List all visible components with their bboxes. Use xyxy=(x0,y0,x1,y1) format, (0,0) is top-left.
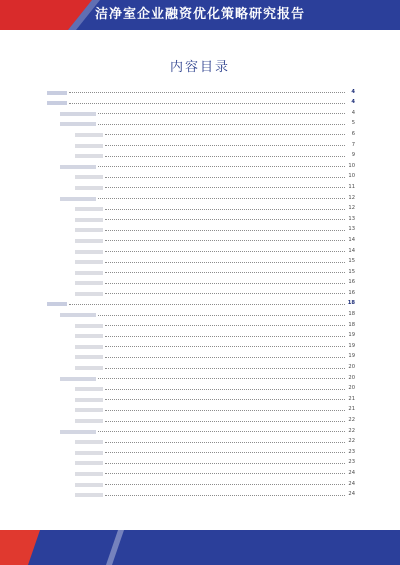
toc-entry-title xyxy=(60,197,96,201)
toc-entry[interactable] xyxy=(47,264,355,275)
toc-page-number: 18 xyxy=(347,300,355,307)
toc-page-number: 14 xyxy=(348,236,355,243)
toc-entry-title xyxy=(75,175,103,179)
toc-page-number: 18 xyxy=(348,321,355,328)
toc-entry[interactable] xyxy=(47,222,355,233)
toc-entry-title xyxy=(47,302,67,306)
toc-page-number: 22 xyxy=(348,427,355,434)
toc-entry[interactable] xyxy=(47,338,355,349)
toc-page-number: 23 xyxy=(348,459,355,466)
toc-leader-dots xyxy=(105,473,345,474)
toc-page-number: 24 xyxy=(348,480,355,487)
toc-page-number: 21 xyxy=(348,395,355,402)
toc-entry-title xyxy=(75,483,103,487)
toc-heading: 内容目录 xyxy=(169,60,230,75)
toc-page-number: 10 xyxy=(348,162,355,169)
toc-leader-dots xyxy=(98,431,345,432)
footer-banner-graphic xyxy=(0,530,400,565)
toc-entry-title xyxy=(75,366,103,370)
toc-page-number: 24 xyxy=(348,491,355,498)
toc-entry[interactable] xyxy=(47,465,355,476)
toc-page-number: 4 xyxy=(351,99,355,106)
toc-leader-dots xyxy=(69,304,345,305)
toc-entry[interactable] xyxy=(47,306,355,317)
toc-entry-title xyxy=(75,451,103,455)
toc-entry-title xyxy=(75,334,103,338)
toc-leader-dots xyxy=(105,495,345,496)
toc-entry[interactable] xyxy=(47,317,355,328)
toc-entry[interactable] xyxy=(47,391,355,402)
toc-leader-dots xyxy=(105,357,345,358)
toc-entry[interactable] xyxy=(47,349,355,360)
toc-entry[interactable] xyxy=(47,285,355,296)
toc-entry-title xyxy=(75,324,103,328)
toc-leader-dots xyxy=(105,134,345,135)
toc-entry-title xyxy=(75,387,103,391)
toc-entry-title xyxy=(47,91,67,95)
toc-leader-dots xyxy=(105,421,345,422)
toc-entry[interactable] xyxy=(47,232,355,243)
toc-page-number: 9 xyxy=(351,152,355,159)
toc-entry-title xyxy=(60,165,96,169)
toc-entry-title xyxy=(75,355,103,359)
header-banner xyxy=(0,0,400,30)
toc-leader-dots xyxy=(105,484,345,485)
toc-entry-title xyxy=(75,133,103,137)
toc-entry[interactable] xyxy=(47,423,355,434)
footer-banner xyxy=(0,530,400,565)
toc-entry[interactable] xyxy=(47,402,355,413)
report-title: 洁净室企业融资优化策略研究报告 xyxy=(94,7,305,22)
toc-entry[interactable] xyxy=(47,179,355,190)
table-of-contents xyxy=(47,84,355,497)
toc-entry-title xyxy=(75,292,103,296)
toc-leader-dots xyxy=(105,389,345,390)
toc-leader-dots xyxy=(98,378,345,379)
toc-entry-title xyxy=(75,419,103,423)
toc-entry-title xyxy=(75,408,103,412)
toc-entry[interactable] xyxy=(47,190,355,201)
toc-page-number: 4 xyxy=(351,109,355,116)
toc-leader-dots xyxy=(98,124,345,125)
toc-page-number: 12 xyxy=(348,205,355,212)
toc-entry-title xyxy=(47,101,67,105)
toc-entry-title xyxy=(75,472,103,476)
toc-entry[interactable] xyxy=(47,126,355,137)
toc-leader-dots xyxy=(69,103,345,104)
toc-leader-dots xyxy=(105,240,345,241)
toc-entry[interactable] xyxy=(47,476,355,487)
toc-entry-title xyxy=(60,430,96,434)
toc-page-number: 10 xyxy=(348,173,355,180)
toc-entry-title xyxy=(75,260,103,264)
toc-entry[interactable] xyxy=(47,211,355,222)
toc-entry[interactable] xyxy=(47,243,355,254)
toc-leader-dots xyxy=(69,92,345,93)
toc-leader-dots xyxy=(105,325,345,326)
toc-entry-title xyxy=(75,281,103,285)
toc-leader-dots xyxy=(105,209,345,210)
toc-leader-dots xyxy=(105,187,345,188)
toc-page-number: 16 xyxy=(348,279,355,286)
toc-page-number: 13 xyxy=(348,226,355,233)
toc-leader-dots xyxy=(98,113,345,114)
toc-page-number: 24 xyxy=(348,469,355,476)
toc-entry-title xyxy=(75,271,103,275)
toc-leader-dots xyxy=(105,145,345,146)
toc-entry-title xyxy=(60,313,96,317)
toc-entry[interactable] xyxy=(47,201,355,212)
toc-entry[interactable] xyxy=(47,444,355,455)
toc-entry[interactable] xyxy=(47,328,355,339)
toc-entry-title xyxy=(75,250,103,254)
toc-entry[interactable] xyxy=(47,158,355,169)
toc-page-number: 5 xyxy=(351,120,355,127)
toc-entry-title xyxy=(75,440,103,444)
toc-page-number: 20 xyxy=(348,364,355,371)
toc-leader-dots xyxy=(105,219,345,220)
toc-page-number: 11 xyxy=(348,183,355,190)
toc-entry[interactable] xyxy=(47,254,355,265)
toc-entry[interactable] xyxy=(47,116,355,127)
toc-leader-dots xyxy=(105,463,345,464)
toc-entry-title xyxy=(60,122,96,126)
toc-leader-dots xyxy=(105,346,345,347)
toc-entry[interactable] xyxy=(47,105,355,116)
toc-entry[interactable] xyxy=(47,296,355,307)
toc-leader-dots xyxy=(105,368,345,369)
toc-entry[interactable] xyxy=(47,95,355,106)
toc-entry[interactable] xyxy=(47,84,355,95)
toc-entry[interactable] xyxy=(47,412,355,423)
toc-entry[interactable] xyxy=(47,455,355,466)
toc-entry[interactable] xyxy=(47,275,355,286)
toc-page-number: 4 xyxy=(351,88,355,95)
toc-page-number: 7 xyxy=(351,141,355,148)
toc-entry-title xyxy=(75,186,103,190)
toc-leader-dots xyxy=(105,283,345,284)
toc-page-number: 15 xyxy=(348,258,355,265)
toc-leader-dots xyxy=(105,156,345,157)
toc-leader-dots xyxy=(105,399,345,400)
toc-page-number: 19 xyxy=(348,342,355,349)
toc-leader-dots xyxy=(98,198,345,199)
toc-entry[interactable] xyxy=(47,370,355,381)
toc-entry-title xyxy=(75,345,103,349)
toc-page-number: 15 xyxy=(348,268,355,275)
toc-entry-title xyxy=(60,112,96,116)
toc-leader-dots xyxy=(105,336,345,337)
toc-entry-title xyxy=(75,493,103,497)
toc-page-number: 13 xyxy=(348,215,355,222)
toc-leader-dots xyxy=(98,315,345,316)
toc-page-number: 22 xyxy=(348,438,355,445)
toc-entry-title xyxy=(75,398,103,402)
toc-entry[interactable] xyxy=(47,169,355,180)
toc-leader-dots xyxy=(105,251,345,252)
toc-page-number: 14 xyxy=(348,247,355,254)
toc-leader-dots xyxy=(105,452,345,453)
toc-page-number: 21 xyxy=(348,406,355,413)
toc-entry-title xyxy=(75,239,103,243)
toc-entry-title xyxy=(75,154,103,158)
toc-page-number: 23 xyxy=(348,448,355,455)
toc-leader-dots xyxy=(105,230,345,231)
toc-page-number: 22 xyxy=(348,417,355,423)
toc-page-number: 16 xyxy=(348,289,355,296)
toc-entry[interactable] xyxy=(47,381,355,392)
toc-page-number: 20 xyxy=(348,385,355,392)
toc-leader-dots xyxy=(105,177,345,178)
toc-entry-title xyxy=(75,461,103,465)
toc-leader-dots xyxy=(105,410,345,411)
toc-leader-dots xyxy=(105,293,345,294)
toc-entry[interactable] xyxy=(47,487,355,498)
toc-page-number: 19 xyxy=(348,332,355,339)
toc-entry-title xyxy=(75,218,103,222)
toc-page-number: 19 xyxy=(348,353,355,360)
toc-leader-dots xyxy=(105,442,345,443)
toc-entry[interactable] xyxy=(47,137,355,148)
toc-entry[interactable] xyxy=(47,359,355,370)
toc-leader-dots xyxy=(105,272,345,273)
toc-page-number: 12 xyxy=(348,194,355,201)
toc-entry-title xyxy=(75,207,103,211)
toc-leader-dots xyxy=(105,262,345,263)
toc-page-number: 20 xyxy=(348,374,355,381)
toc-entry-title xyxy=(75,228,103,232)
toc-entry-title xyxy=(75,144,103,148)
toc-leader-dots xyxy=(98,166,345,167)
toc-entry-title xyxy=(60,377,96,381)
toc-entry[interactable] xyxy=(47,148,355,159)
toc-page-number: 18 xyxy=(348,311,355,318)
toc-entry[interactable] xyxy=(47,434,355,445)
toc-page-number: 6 xyxy=(351,130,355,137)
